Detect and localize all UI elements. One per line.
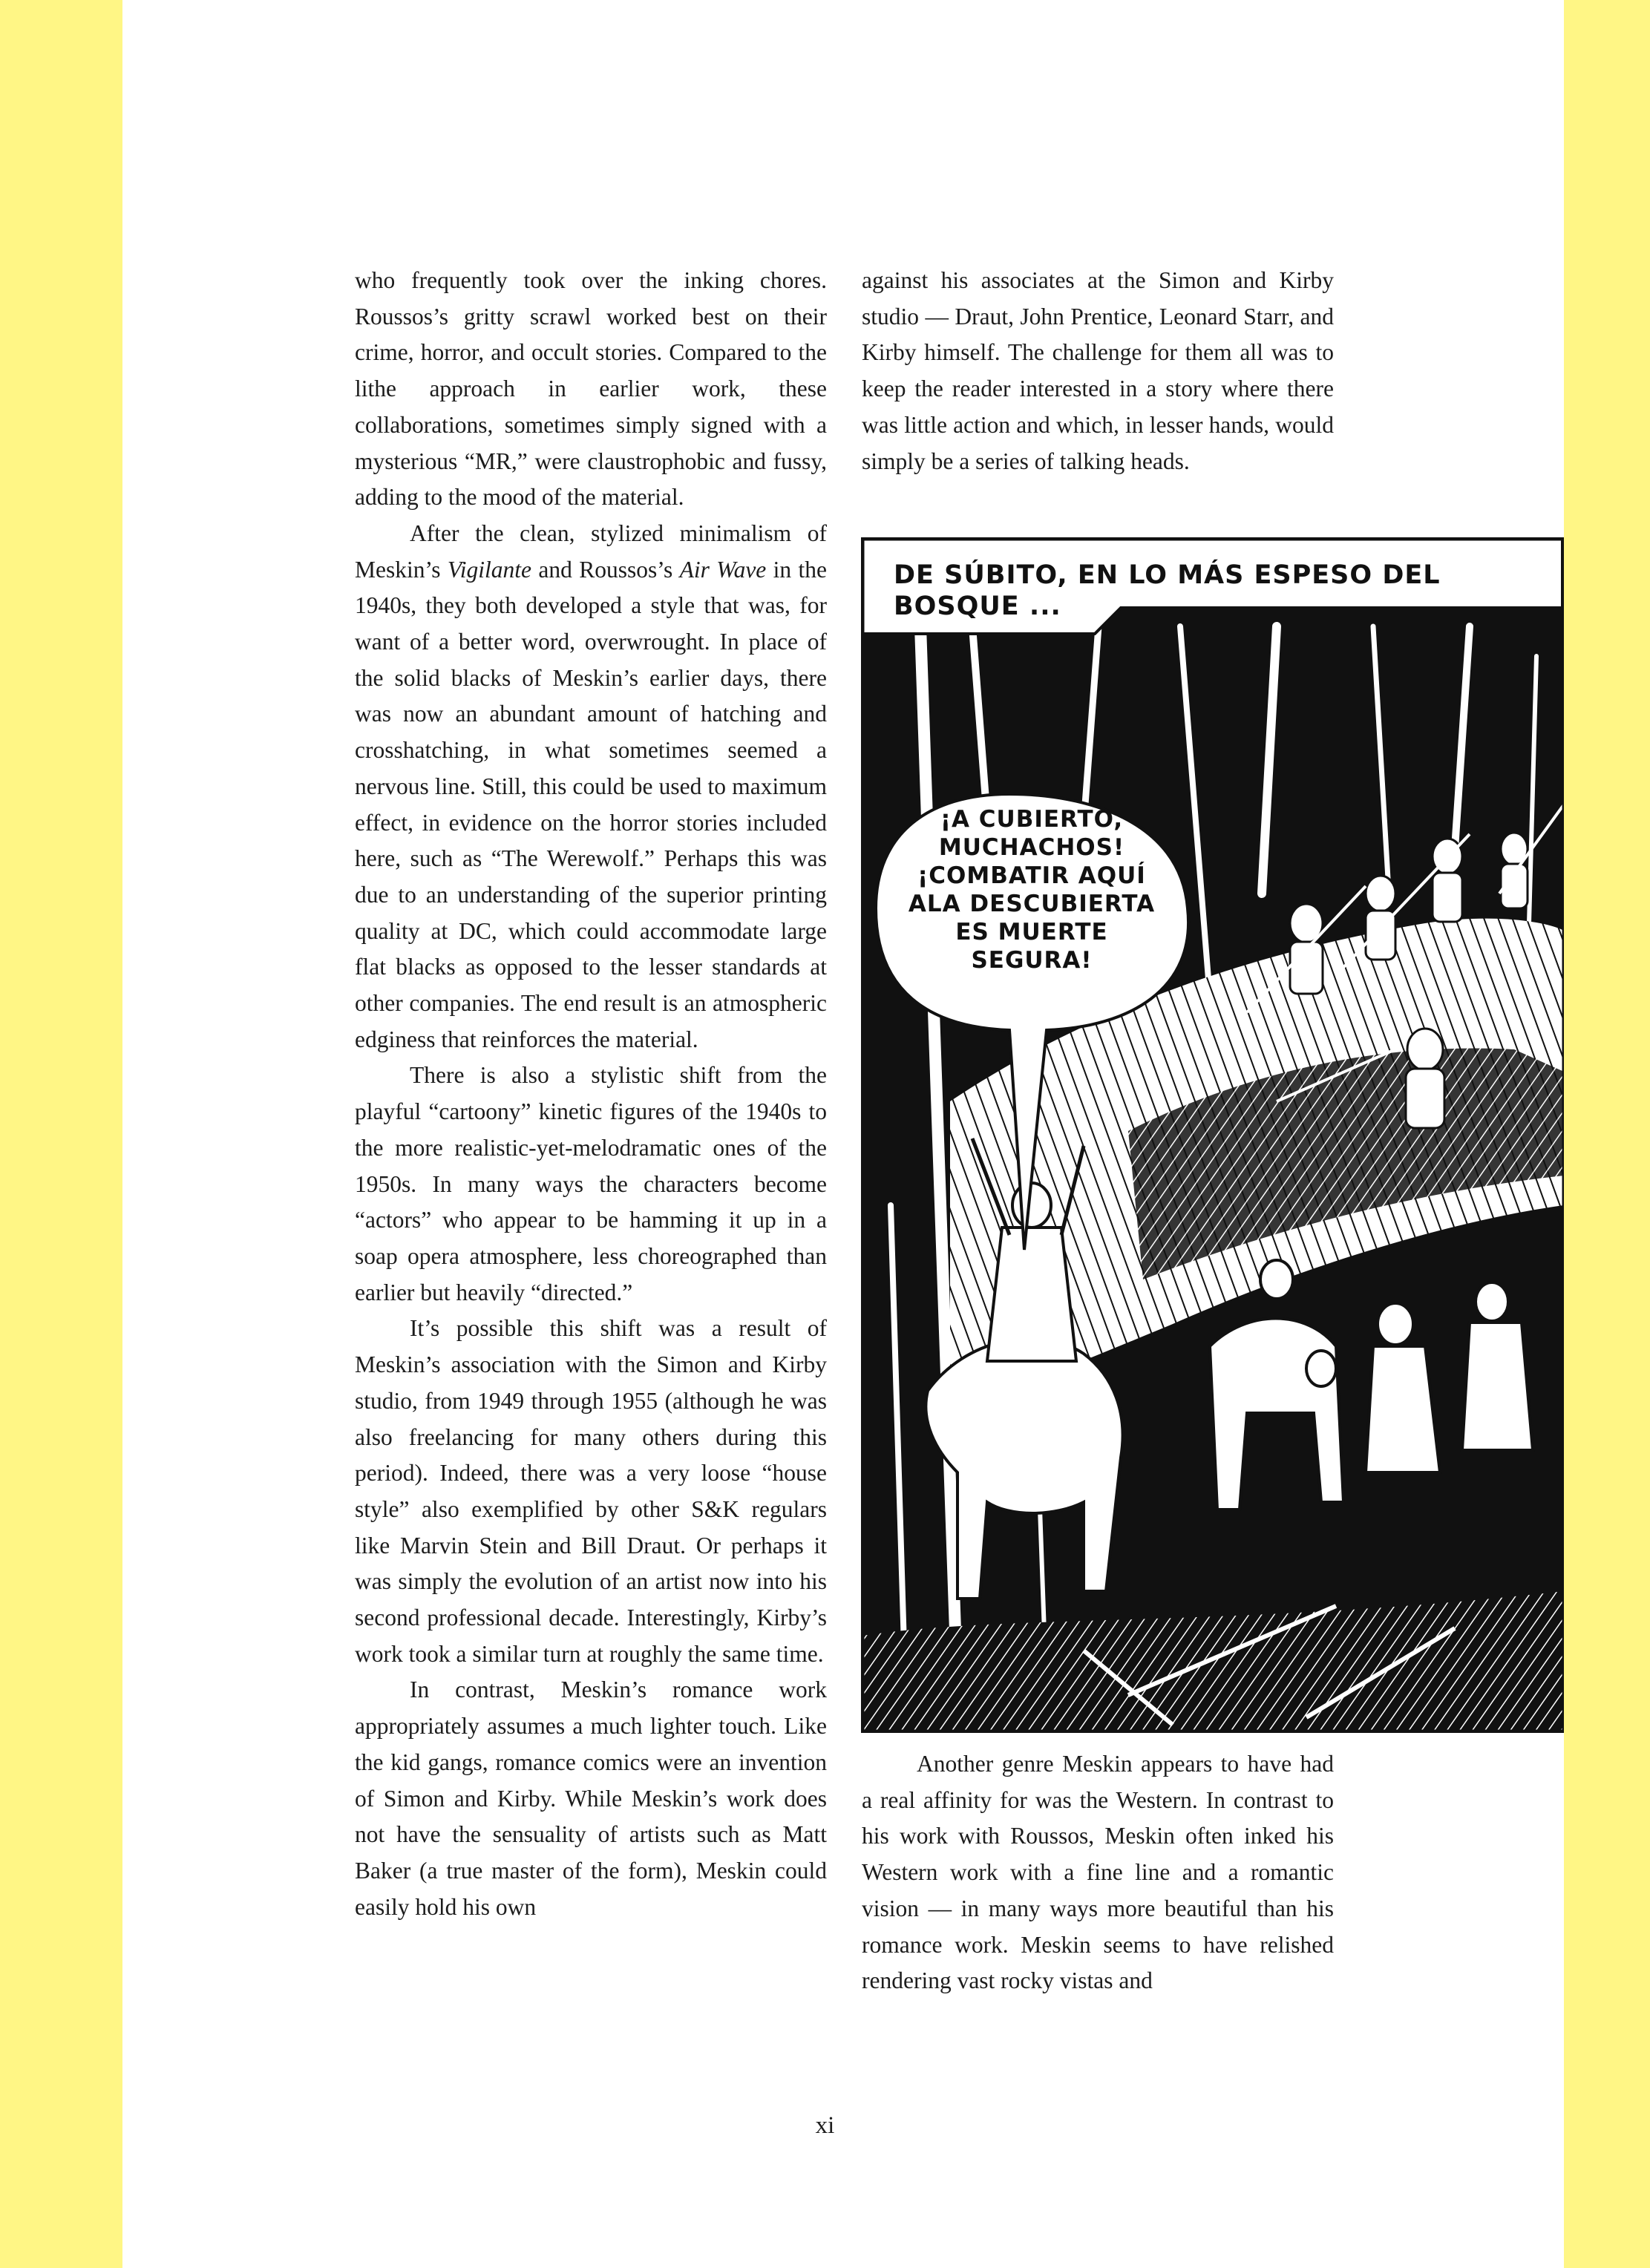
paragraph-1: who frequently took over the inking chores. Roussos’s gritty scrawl worked best on their crime, horror, and occult stories. Compared to the lithe approach in earlier work, these collaborations, sometimes simply signed with a mysterious “MR,” were claustrophobic and fussy, adding to the mood of the material. (355, 267, 827, 511)
left-column (355, 263, 827, 1925)
balloon-line-5: ES MUERTE (955, 919, 1108, 945)
comic-panel-art (861, 537, 1564, 1733)
right-paragraph-2: Another genre Meskin appears to have had a real affinity for was the Western. In contrast to his work with Roussos, Meskin often inked his Western work with a fine line and a romantic vision — in many ways more beautiful than his romance work. Meskin seems to have relished rendering vast rocky vistas and (862, 1751, 1334, 1994)
balloon-line-3: ¡COMBATIR AQUÍ (917, 862, 1146, 889)
paragraph-2-part-a: After the clean, stylized minimalism of Meskin’s (355, 520, 827, 583)
paragraph-2 (355, 516, 827, 1058)
balloon-line-2: MUCHACHOS! (938, 834, 1125, 861)
vigilante-title: Vigilante (447, 556, 532, 583)
air-wave-title: Air Wave (679, 556, 767, 583)
right-column-bottom (862, 1746, 1334, 1999)
balloon-line-6: SEGURA! (971, 947, 1093, 974)
right-margin-band (1564, 0, 1650, 2268)
right-paragraph-1: against his associates at the Simon and Kirby studio — Draut, John Prentice, Leonard Starr, and Kirby himself. The challenge for them all was to keep the reader interested in a story where there was little action and which, in lesser hands, would simply be a series of talking heads. (862, 267, 1334, 474)
comic-panel (861, 537, 1564, 1733)
paragraph-2-part-b: and Roussos’s (531, 556, 680, 583)
right-column-top (862, 263, 1334, 479)
paragraph-2-part-c: in the 1940s, they both developed a style that was, for want of a better word, overwrought. In place of the solid blacks of Meskin’s earlier days, there was now an abundant amount of hatching and crosshatching, in what sometimes seemed a nervous line. Still, this could be used to maximum effect, in evidence on the horror stories included here, such as “The Werewolf.” Perhaps this was due to an understanding of the superior printing quality at DC, which could accommodate large flat blacks as opposed to the lesser standards at other companies. The end result is an atmospheric edginess that reinforces the material. (355, 556, 827, 1052)
paragraph-5: In contrast, Meskin’s romance work appropriately assumes a much lighter touch. Like the kid gangs, romance comics were an invention of Simon and Kirby. While Meskin’s work does not have the sensuality of artists such as Matt Baker (a true master of the form), Meskin could easily hold his own (355, 1677, 827, 1920)
paragraph-4: It’s possible this shift was a result of Meskin’s association with the Simon and Kirby studio, from 1949 through 1955 (although he was also freelancing for many others during this period). Indeed, there was a very loose “house style” also exemplified by other S&K regulars like Marvin Stein and Bill Draut. Or perhaps it was simply the evolution of an artist now into his second professional decade. Interestingly, Kirby’s work took a similar turn at roughly the same time. (355, 1315, 827, 1667)
balloon-line-1: ¡A CUBIERTO, (940, 806, 1124, 833)
caption-line-2: BOSQUE ... (894, 591, 1061, 621)
left-margin-band (0, 0, 122, 2268)
caption-line-1: DE SÚBITO, EN LO MÁS ESPESO DEL (894, 560, 1441, 590)
balloon-line-4: ALA DESCUBIERTA (908, 891, 1156, 917)
paragraph-3: There is also a stylistic shift from the playful “cartoony” kinetic figures of the 1940s to the more realistic-yet-melodramatic ones of the 1950s. In many ways the characters become “actors” who appear to be hamming it up in a soap opera atmosphere, less choreographed than earlier but heavily “directed.” (355, 1062, 827, 1305)
page-number: xi (815, 2112, 835, 2139)
